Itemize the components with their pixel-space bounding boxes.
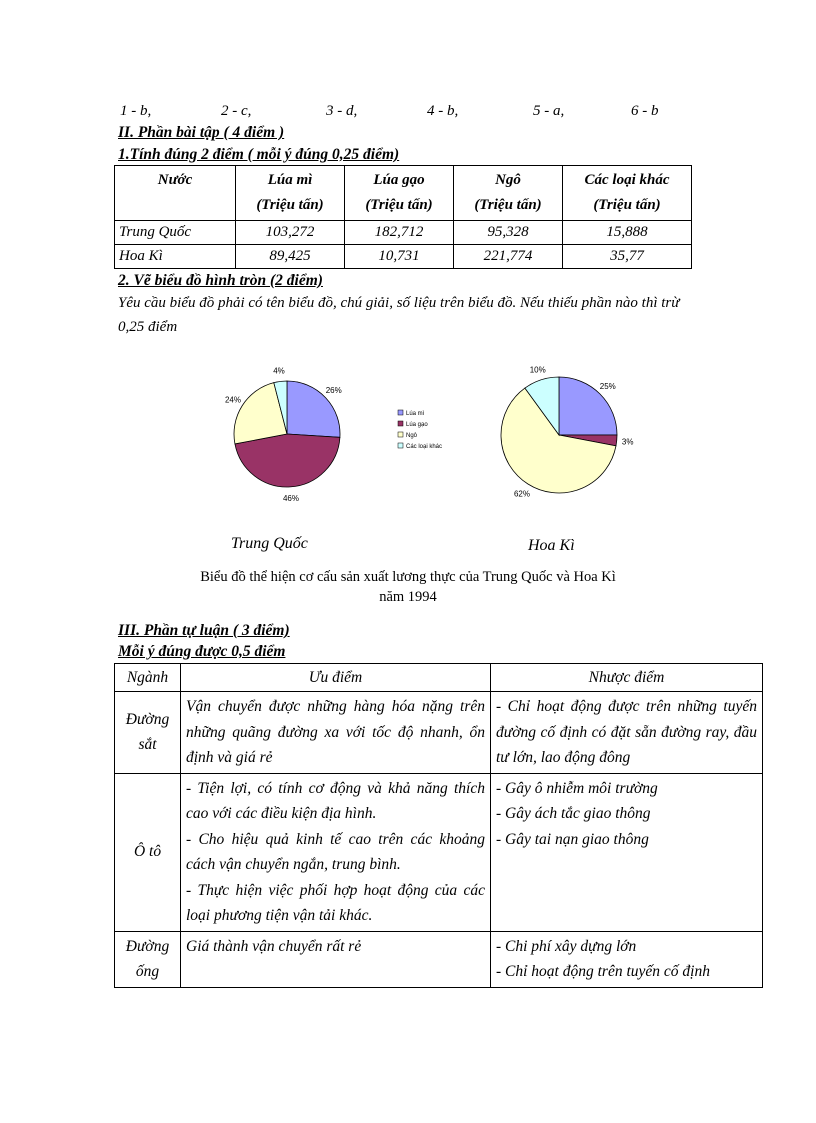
pie-title-hoa-ki: Hoa Kì — [528, 537, 575, 554]
pie-data-label: 26% — [325, 386, 342, 396]
table-header-cell: Ngô (Triệu tấn) — [454, 166, 563, 221]
table-row — [115, 931, 763, 987]
table-cell: - Gây ô nhiễm môi trường - Gây ách tắc giao thông - Gây tai nạn giao thông — [491, 773, 763, 931]
answer-4: 4 - b, — [427, 103, 459, 119]
table-row — [115, 221, 692, 245]
answer-1: 1 - b, — [120, 103, 152, 119]
chart-caption — [130, 567, 686, 607]
legend-label: Các loại khác — [406, 444, 443, 450]
legend-label: Lúa gạo — [406, 422, 428, 428]
section-2-sub1: 1.Tính đúng 2 điểm ( mỗi ý đúng 0,25 điểm) — [118, 146, 400, 163]
table-cell: 89,425 — [236, 245, 345, 269]
answer-5: 5 - a, — [533, 103, 565, 119]
table-cell: 221,774 — [454, 245, 563, 269]
pie-hoa-ki — [501, 365, 633, 498]
pie-data-label: 10% — [529, 365, 546, 375]
table-cell: Giá thành vận chuyển rất rẻ — [181, 931, 491, 987]
legend-swatch — [398, 432, 403, 437]
pie-slice — [235, 434, 340, 487]
pie-trung-quoc — [225, 367, 342, 503]
table-cell: Vận chuyển được những hàng hóa nặng trên những quãng đường xa với tốc độ nhanh, ổn định và giá rẻ — [181, 692, 491, 774]
table-header-cell: Lúa mì (Triệu tấn) — [236, 166, 345, 221]
answer-6: 6 - b — [631, 103, 659, 119]
section-2-sub2: 2. Vẽ biểu đồ hình tròn (2 điểm) — [118, 272, 323, 289]
table-cell: 10,731 — [345, 245, 454, 269]
legend-swatch — [398, 421, 403, 426]
table-header-cell: Nhược điểm — [491, 664, 763, 692]
table-header-cell: Các loại khác (Triệu tấn) — [563, 166, 692, 221]
table-row — [115, 692, 763, 774]
legend-label: Ngô — [406, 433, 418, 439]
pie-data-label: 62% — [513, 489, 531, 499]
caption-line-2: năm 1994 — [379, 589, 437, 605]
transport-table — [114, 663, 763, 988]
caption-line-1: Biểu đồ thể hiện cơ cấu sản xuất lương thực của Trung Quốc và Hoa Kì — [200, 569, 616, 585]
chart-requirement: Yêu cầu biểu đồ phải có tên biểu đồ, chú giải, số liệu trên biểu đồ. Nếu thiếu phần nào thì trừ 0,25 điểm — [118, 295, 680, 335]
table-row — [115, 245, 692, 269]
pie-data-label: 46% — [282, 493, 300, 503]
legend-swatch — [398, 443, 403, 448]
table-cell: 182,712 — [345, 221, 454, 245]
table-cell: Ô tô — [115, 773, 181, 931]
legend-label: Lúa mì — [406, 411, 425, 417]
section-2-title: II. Phần bài tập ( 4 điểm ) — [118, 124, 285, 141]
table-header-row — [115, 664, 763, 692]
table-header-cell: Nước — [115, 166, 236, 221]
table-cell: - Chỉ hoạt động được trên những tuyến đường cố định có đặt sẵn đường ray, đầu tư lớn, lao động đông — [491, 692, 763, 774]
pie-charts — [0, 360, 816, 510]
answer-2: 2 - c, — [221, 103, 252, 119]
table-cell: Trung Quốc — [115, 221, 236, 245]
production-table — [114, 165, 692, 269]
pie-data-label: 24% — [224, 395, 242, 405]
pie-data-label: 3% — [621, 437, 634, 447]
table-cell: 15,888 — [563, 221, 692, 245]
pie-data-label: 25% — [599, 382, 616, 392]
answer-3: 3 - d, — [326, 103, 358, 119]
section-3-title: III. Phần tự luận ( 3 điểm) — [118, 622, 290, 639]
legend-swatch — [398, 410, 403, 415]
table-row — [115, 773, 763, 931]
table-cell: Đường sắt — [115, 692, 181, 774]
pie-title-trung-quoc: Trung Quốc — [231, 535, 308, 552]
table-header-row — [115, 166, 692, 221]
table-cell: 35,77 — [563, 245, 692, 269]
table-cell: Đường ống — [115, 931, 181, 987]
pie-data-label: 4% — [273, 366, 285, 376]
table-cell: 95,328 — [454, 221, 563, 245]
answer-key — [120, 103, 680, 123]
table-header-cell: Ngành — [115, 664, 181, 692]
table-cell: Hoa Kì — [115, 245, 236, 269]
table-header-cell: Lúa gạo (Triệu tấn) — [345, 166, 454, 221]
table-header-cell: Ưu điểm — [181, 664, 491, 692]
section-3-sub: Mỗi ý đúng được 0,5 điểm — [118, 643, 286, 660]
chart-legend — [398, 410, 442, 450]
table-cell: - Tiện lợi, có tính cơ động và khả năng thích cao với các điều kiện địa hình. - Cho hiệu quả kinh tế cao trên các khoảng cách vận chuyển ngắn, trung bình. - Thực hiện việc phối hợp hoạt động của các loại phương tiện vận tải khác. — [181, 773, 491, 931]
table-cell: - Chi phí xây dựng lớn - Chỉ hoạt động trên tuyến cố định — [491, 931, 763, 987]
table-cell: 103,272 — [236, 221, 345, 245]
